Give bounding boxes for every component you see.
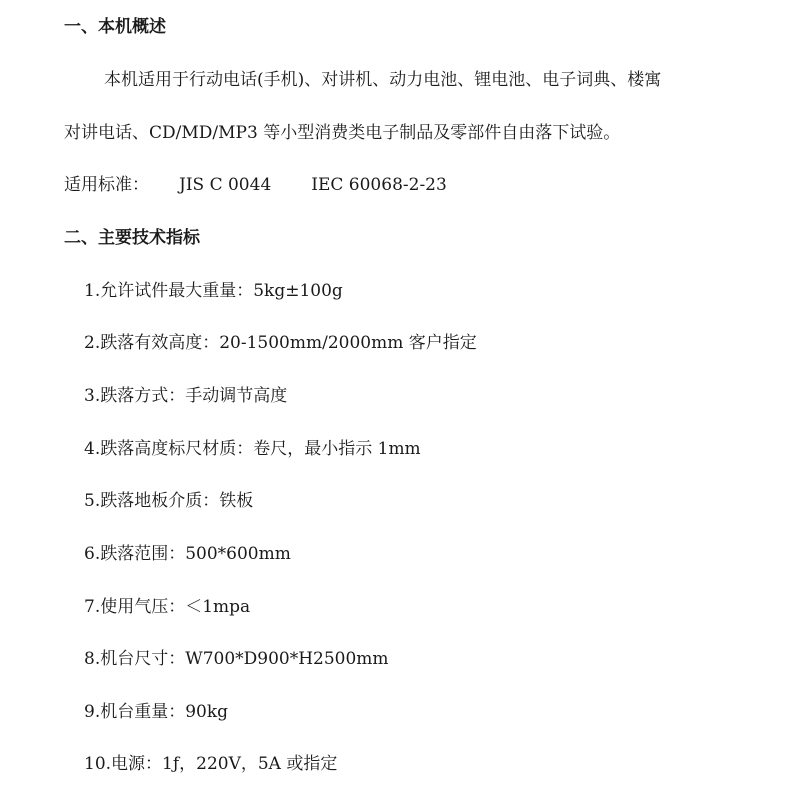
spec-item: 9.机台重量：90kg (84, 702, 229, 722)
standard-jis: JIS C 0044 (179, 175, 272, 195)
standards-line (64, 174, 447, 196)
spec-item: 3.跌落方式：手动调节高度 (84, 386, 288, 406)
spec-item: 1.允许试件最大重量：5kg±100g (84, 281, 343, 301)
standards-label: 适用标准： (64, 175, 149, 195)
spec-item: 5.跌落地板介质：铁板 (84, 491, 254, 511)
spec-item: 10.电源：1ƒ，220V，5A 或指定 (84, 754, 338, 774)
section-heading-specs: 二、主要技术指标 (64, 228, 200, 248)
overview-paragraph-line-2: 对讲电话、CD/MD/MP3 等小型消费类电子制品及零部件自由落下试验。 (64, 123, 621, 143)
spec-item: 4.跌落高度标尺材质：卷尺，最小指示 1mm (84, 439, 421, 459)
overview-paragraph-line-1: 本机适用于行动电话(手机)、对讲机、动力电池、锂电池、电子词典、楼寓 (104, 70, 662, 90)
spec-item: 6.跌落范围：500*600mm (84, 544, 291, 564)
spec-item: 7.使用气压：＜1mpa (84, 597, 251, 617)
standard-iec: IEC 60068-2-23 (311, 175, 447, 195)
spec-item: 2.跌落有效高度：20-1500mm/2000mm 客户指定 (84, 333, 477, 353)
section-heading-overview: 一、本机概述 (64, 17, 166, 37)
spec-item: 8.机台尺寸：W700*D900*H2500mm (84, 649, 389, 669)
